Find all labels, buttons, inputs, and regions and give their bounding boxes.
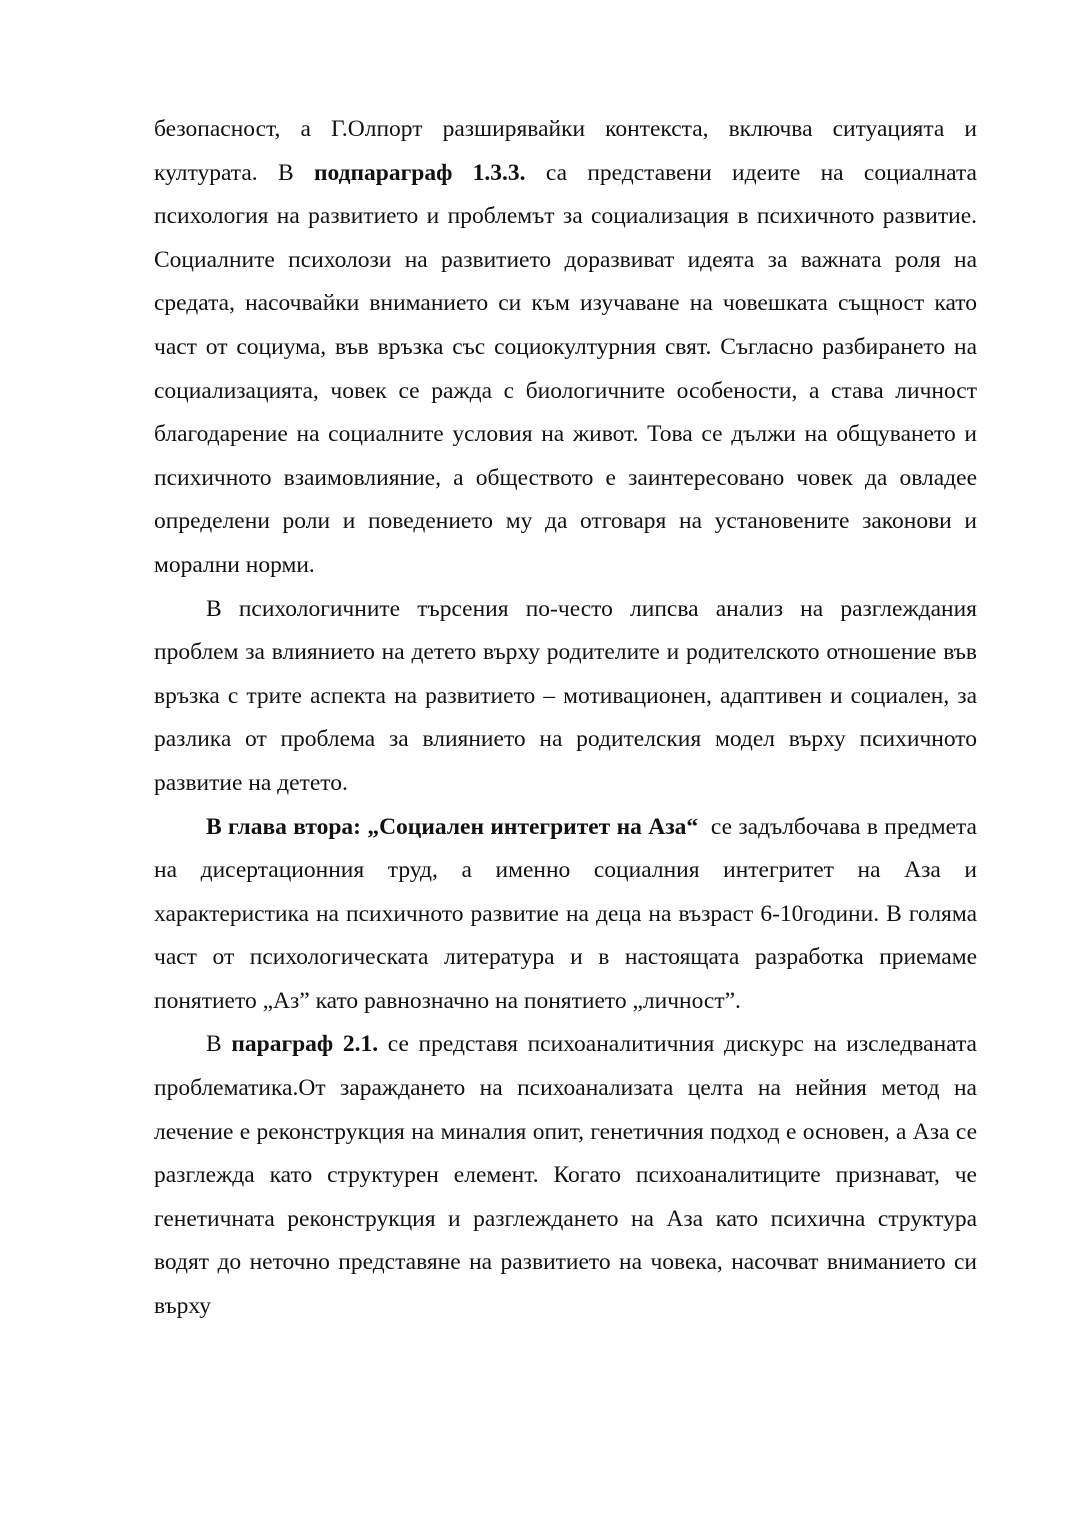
paragraph-2 — [154, 588, 977, 806]
paragraph-4 — [154, 1023, 977, 1328]
text-run: В психологичните търсения по-често липсва анализ на разглеждания проблем за влиянието на детето върху родителите и родителското отношение във връзка с трите аспекта на развитието – мотивационен, адаптивен и социален, за разлика от проблема за влиянието на родителския модел върху психичното развитие на детето. — [154, 595, 977, 796]
text-run: са представени идеите на социалната психология на развитието и проблемът за социализация в психичното развитие. Социалните психолози на развитието доразвиват идеята за важната роля на средата, насочвайки вниманието си към изучаване на човешката същност като част от социума, във връзка със социокултурния свят. Съгласно разбирането на социализацията, човек се ражда с биологичните особености, а става личност благодарение на социалните условия на живот. Това се дължи на общуването и психичното взаимовлияние, а обществото е заинтересовано човек да овладее определени роли и поведението му да отговаря на установените законови и морални норми. — [154, 159, 977, 578]
text-run: В — [206, 1031, 232, 1058]
bold-reference: подпараграф 1.3.3. — [313, 159, 526, 186]
paragraph-3 — [154, 806, 983, 1024]
text-run: се представя психоаналитичния дискурс на изследваната проблематика.От зараждането на психоанализата целта на нейния метод на лечение е реконструкция на миналия опит, генетичния подход е основен, а Аза се разглежда като структурен елемент. Когато психоаналитиците признават, че генетичната реконструкция и разглеждането на Аза като психична структура водят до неточно представяне на развитието на човека, насочват вниманието си върху — [154, 1031, 977, 1320]
paragraph-1 — [154, 108, 977, 588]
text-run: безопасност, а Г.Олпорт разширявайки контекста, включва ситуацията и културата. В — [154, 116, 977, 186]
bold-reference: параграф 2.1. — [231, 1031, 379, 1058]
body-text — [154, 108, 983, 1329]
text-run: се задълбочава в предмета на дисертационния труд, а именно социалния интегритет на Аза и характеристика на психичното развитие на деца на възраст 6-10години. В голяма част от психологическата литература и в настоящата разработка приемаме понятието „Аз” като равнозначно на понятието „личност”. — [154, 813, 983, 1014]
chapter-heading: В глава втора: „Социален интегритет на Аза“ — [206, 813, 699, 840]
